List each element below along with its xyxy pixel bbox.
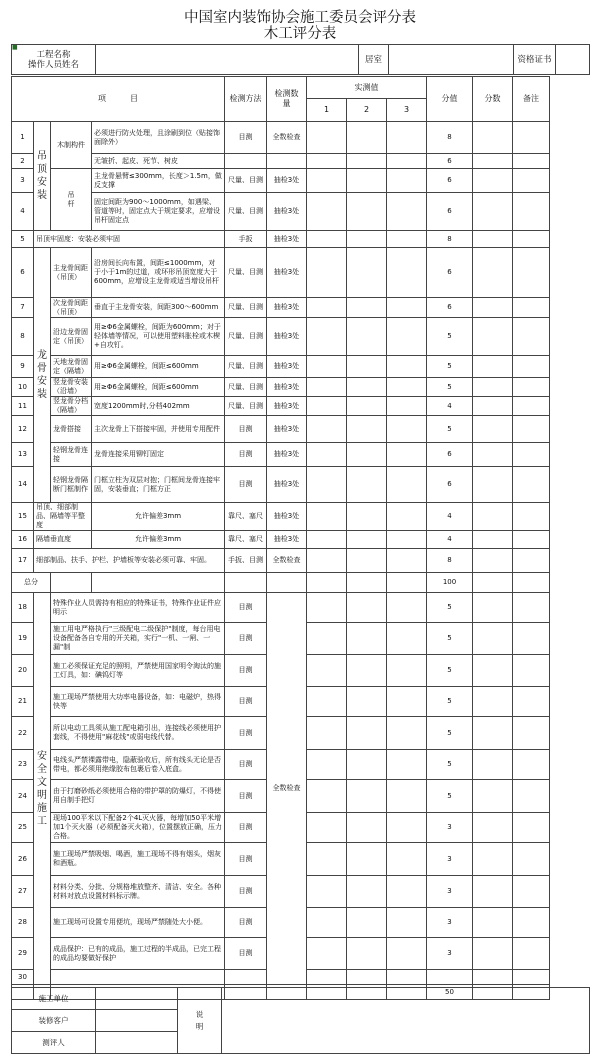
row-method: 尺量、目测 <box>225 378 267 397</box>
row-count: 抽检3处 <box>267 248 307 298</box>
row-count: 抽检3处 <box>267 169 307 193</box>
col-score: 分数 <box>473 77 513 122</box>
cert-label: 资格证书 <box>514 45 556 75</box>
row-no: 4 <box>12 193 34 231</box>
row-requirement: 门框立柱为双层对抱；门框间龙骨连接牢固，安装垂直；门框方正 <box>92 467 225 503</box>
row-full-score: 3 <box>427 908 473 938</box>
row-full-score: 6 <box>427 298 473 318</box>
row-requirement: 允许偏差3mm <box>92 503 225 531</box>
row-full-score: 5 <box>427 378 473 397</box>
row-no: 25 <box>12 813 34 843</box>
row-method: 目测 <box>225 750 267 780</box>
row-full-score: 6 <box>427 443 473 467</box>
row-full-score: 5 <box>427 780 473 813</box>
row-item: 电线头严禁裸露带电，隐蔽验收后，所有线头无论是否带电，都必须用绝缘胶布包裹后卷入底盒。 <box>51 750 225 780</box>
row-item: 现场100平米以下配备2个4L灭火器，每增加50平米增加1个灭火器（必须配备灭火箱），位置摆放正确，压力合格。 <box>51 813 225 843</box>
row-requirement: 无皱折、起皮、死节、树皮 <box>92 154 225 169</box>
row-requirement: 主龙骨悬臂≤300mm，长度＞1.5m，做反支撑 <box>92 169 225 193</box>
row-requirement: 允许偏差3mm <box>92 531 225 549</box>
subtotal-score: 100 <box>427 573 473 593</box>
row-no: 3 <box>12 169 34 193</box>
row-item: 龙骨搭接 <box>51 416 92 443</box>
table-row <box>12 416 550 443</box>
table-row <box>12 356 550 378</box>
table-row <box>12 154 550 169</box>
row-item: 主龙骨间距（吊顶） <box>51 248 92 298</box>
table-row <box>12 122 550 154</box>
table-row <box>12 378 550 397</box>
row-full-score: 5 <box>427 416 473 443</box>
row-full-score: 8 <box>427 549 473 573</box>
subtotal-label: 总分 <box>12 573 51 593</box>
safety-total-score: 50 <box>427 985 473 1000</box>
page-title: 中国室内装饰协会施工委员会评分表 <box>184 10 416 26</box>
row-full-score: 4 <box>427 503 473 531</box>
row-method: 靠尺、塞尺 <box>225 531 267 549</box>
row-full-score: 5 <box>427 655 473 687</box>
row-full-score: 8 <box>427 122 473 154</box>
row-count: 抽检3处 <box>267 318 307 356</box>
row-no: 20 <box>12 655 34 687</box>
row-method: 手扳 <box>225 231 267 248</box>
row-full-score: 6 <box>427 169 473 193</box>
row-full-score: 6 <box>427 193 473 231</box>
row-method: 尺量、目测 <box>225 193 267 231</box>
room-label: 居室 <box>359 45 389 75</box>
row-full-score: 4 <box>427 531 473 549</box>
row-requirement: 沿房间长向布置，间距≤1000mm，对于小于1m的过道，或环形吊顶宽度大于600mm，应增设主龙骨或适当增设吊杆 <box>92 248 225 298</box>
row-count: 抽检3处 <box>267 356 307 378</box>
row-requirement: 必须进行防火处理，且涂刷到位（贴接饰面除外） <box>92 122 225 154</box>
assessor-label: 测评人 <box>12 1032 96 1054</box>
row-no: 15 <box>12 503 34 531</box>
col-full-score: 分值 <box>427 77 473 122</box>
score-table <box>11 76 550 1000</box>
row-item: 施工必须保证充足的照明，严禁使用国家明令淘汰的施工灯具，如：碘钨灯等 <box>51 655 225 687</box>
row-no: 14 <box>12 467 34 503</box>
row-method: 目测 <box>225 122 267 154</box>
row-no: 24 <box>12 780 34 813</box>
row-method: 目测 <box>225 938 267 970</box>
col-method: 检测方法 <box>225 77 267 122</box>
row-no: 28 <box>12 908 34 938</box>
row-no: 23 <box>12 750 34 780</box>
category-safety: 安 全 文 明 施 工 <box>34 593 51 985</box>
row-no: 6 <box>12 248 34 298</box>
row-no: 5 <box>12 231 34 248</box>
table-row <box>12 248 550 298</box>
row-count: 抽检3处 <box>267 193 307 231</box>
row-item: 吊顶牢固度：安装必须牢固 <box>34 231 225 248</box>
row-item: 沿边龙骨固定（吊顶） <box>51 318 92 356</box>
category-keel: 龙 骨 安 装 <box>34 248 51 503</box>
table-row <box>12 549 550 573</box>
table-row <box>12 397 550 416</box>
row-full-score: 6 <box>427 248 473 298</box>
row-item: 轻钢龙骨连接 <box>51 443 92 467</box>
row-item: 细部制品、扶手、护栏、护墙板等安装必须可靠、牢固。 <box>34 549 225 573</box>
row-item: 施工现场严禁使用大功率电器设备，如：电磁炉，热得快等 <box>51 687 225 717</box>
row-full-score: 5 <box>427 750 473 780</box>
row-method: 尺量、目测 <box>225 169 267 193</box>
col-measured: 实测值 <box>307 77 427 99</box>
note-label: 说 明 <box>178 988 222 1054</box>
row-no: 22 <box>12 717 34 750</box>
row-method: 目测 <box>225 908 267 938</box>
table-row <box>12 193 550 231</box>
table-row <box>12 443 550 467</box>
row-count: 抽检3处 <box>267 298 307 318</box>
row-no: 30 <box>12 970 34 985</box>
project-name-label: 工程名称 操作人员姓名 <box>12 45 96 75</box>
row-full-score: 5 <box>427 623 473 655</box>
row-item: 轻钢龙骨隔断门框制作 <box>51 467 92 503</box>
row-item: 由于打磨砂纸必须使用合格的带护罩的防爆灯，不得使用自制手把灯 <box>51 780 225 813</box>
table-row <box>12 169 550 193</box>
row-no: 21 <box>12 687 34 717</box>
row-method: 目测 <box>225 876 267 908</box>
row-full-score: 5 <box>427 356 473 378</box>
row-method: 目测 <box>225 843 267 876</box>
row-count: 抽检3处 <box>267 397 307 416</box>
row-requirement: 用≥Φ6金属螺栓，间距≤600mm <box>92 356 225 378</box>
room-value <box>389 45 514 75</box>
subgroup-rod: 吊 杆 <box>51 169 92 231</box>
subgroup-wood: 木制构件 <box>51 122 92 169</box>
row-requirement: 垂直于主龙骨安装，间距300～600mm <box>92 298 225 318</box>
builder-value <box>96 988 178 1010</box>
row-method: 尺量、目测 <box>225 356 267 378</box>
row-count: 抽检3处 <box>267 378 307 397</box>
cert-value <box>556 45 590 75</box>
row-method: 尺量、目测 <box>225 397 267 416</box>
safety-count: 全数检查 <box>267 593 307 985</box>
row-no: 11 <box>12 397 34 416</box>
row-method: 目测 <box>225 780 267 813</box>
row-no: 13 <box>12 443 34 467</box>
row-item: 施工现场严禁吸烟、喝酒，施工现场不得有烟头，烟灰和酒瓶。 <box>51 843 225 876</box>
row-item: 特殊作业人员需持有相应的特殊证书，特殊作业证件应明示 <box>51 593 225 623</box>
row-item: 材料分类、分批、分规格堆放整齐、清洁、安全。各种材料对放点设置材料标示牌。 <box>51 876 225 908</box>
row-method: 目测 <box>225 416 267 443</box>
row-full-score: 5 <box>427 318 473 356</box>
row-method: 目测 <box>225 623 267 655</box>
row-no: 10 <box>12 378 34 397</box>
row-full-score: 5 <box>427 717 473 750</box>
row-full-score: 6 <box>427 154 473 169</box>
row-method: 手扳、目测 <box>225 549 267 573</box>
row-full-score: 6 <box>427 467 473 503</box>
builder-label: 施工单位 <box>12 988 96 1010</box>
row-item: 施工用电严格执行"三级配电二级保护"制度，每台用电设备配备各自专用的开关箱，实行"一机、一闸、一漏"制 <box>51 623 225 655</box>
col-item: 项 目 <box>12 77 225 122</box>
subtotal-row <box>12 573 550 593</box>
row-method: 目测 <box>225 655 267 687</box>
row-count: 全数检查 <box>267 549 307 573</box>
row-requirement: 龙骨连接采用铆钉固定 <box>92 443 225 467</box>
col-count: 检测数 量 <box>267 77 307 122</box>
row-item: 竖龙骨分档（隔墙） <box>51 397 92 416</box>
row-full-score: 3 <box>427 843 473 876</box>
row-item: 施工现场可设置专用便坑，现场严禁随处大小便。 <box>51 908 225 938</box>
row-item: 成品保护：已有的成品，施工过程的半成品，已完工程的成品均要做好保护 <box>51 938 225 970</box>
row-requirement: 宽度1200mm时,分档402mm <box>92 397 225 416</box>
table-row <box>12 467 550 503</box>
row-item: 隔墙垂直度 <box>34 531 92 549</box>
row-item: 所以电动工具须从施工配电箱引出，连接线必须使用护套线，不得使用"麻花线"或弱电线代替。 <box>51 717 225 750</box>
row-count: 抽检3处 <box>267 531 307 549</box>
row-no: 16 <box>12 531 34 549</box>
row-no: 18 <box>12 593 34 623</box>
row-requirement: 用≥Φ6金属螺栓，间距≤600mm <box>92 378 225 397</box>
row-full-score: 3 <box>427 876 473 908</box>
row-count: 抽检3处 <box>267 231 307 248</box>
client-value <box>96 1010 178 1032</box>
row-count: 全数检查 <box>267 122 307 154</box>
row-no: 1 <box>12 122 34 154</box>
corner-marker: ■ <box>12 44 18 51</box>
row-method: 目测 <box>225 717 267 750</box>
row-no: 19 <box>12 623 34 655</box>
row-method: 靠尺、塞尺 <box>225 503 267 531</box>
row-no: 17 <box>12 549 34 573</box>
table-row <box>12 531 550 549</box>
table-row <box>12 231 550 248</box>
row-no: 8 <box>12 318 34 356</box>
row-method: 尺量、目测 <box>225 318 267 356</box>
row-item: 天地龙骨固定（隔墙） <box>51 356 92 378</box>
row-requirement: 主次龙骨上下搭接牢固，并使用专用配件 <box>92 416 225 443</box>
row-no: 12 <box>12 416 34 443</box>
row-requirement: 固定间距为900～1000mm，如遇梁、管道等时，固定点大于规定要求，应增设吊杆固定点 <box>92 193 225 231</box>
row-no: 26 <box>12 843 34 876</box>
page-subtitle: 木工评分表 <box>263 26 337 42</box>
row-full-score: 5 <box>427 593 473 623</box>
signature-table <box>11 987 590 1054</box>
row-full-score: 8 <box>427 231 473 248</box>
row-requirement: 用≥Φ6金属螺栓，间距为600mm；对于轻体墙等情况，可以使用塑料胀栓或木楔+自攻钉。 <box>92 318 225 356</box>
client-label: 装修客户 <box>12 1010 96 1032</box>
row-no: 29 <box>12 938 34 970</box>
row-method: 目测 <box>225 467 267 503</box>
col-m1: 1 <box>307 99 347 122</box>
project-name-value <box>96 45 359 75</box>
row-full-score: 5 <box>427 687 473 717</box>
row-no: 2 <box>12 154 34 169</box>
row-item: 次龙骨间距（吊顶） <box>51 298 92 318</box>
row-count: 抽检3处 <box>267 467 307 503</box>
category-ceiling: 吊 顶 安 装 <box>34 122 51 231</box>
row-full-score: 3 <box>427 813 473 843</box>
row-full-score: 4 <box>427 397 473 416</box>
row-method: 目测 <box>225 813 267 843</box>
row-item: 吊顶、细部制品、隔墙等平整度 <box>34 503 92 531</box>
table-row <box>12 593 550 623</box>
row-method: 目测 <box>225 593 267 623</box>
row-method: 目测 <box>225 443 267 467</box>
row-count: 抽检3处 <box>267 416 307 443</box>
assessor-value <box>96 1032 178 1054</box>
table-row <box>12 318 550 356</box>
row-count: 抽检3处 <box>267 503 307 531</box>
col-m2: 2 <box>347 99 387 122</box>
row-no: 9 <box>12 356 34 378</box>
note-value <box>222 988 590 1054</box>
row-method: 目测 <box>225 687 267 717</box>
row-method: 尺量、目测 <box>225 298 267 318</box>
row-item: 竖龙骨安装（沿墙） <box>51 378 92 397</box>
col-m3: 3 <box>387 99 427 122</box>
table-row <box>12 298 550 318</box>
row-no: 7 <box>12 298 34 318</box>
row-method: 尺量、目测 <box>225 248 267 298</box>
table-row <box>12 503 550 531</box>
col-remark: 备注 <box>513 77 550 122</box>
row-no: 27 <box>12 876 34 908</box>
header-table <box>11 44 590 75</box>
row-count: 抽检3处 <box>267 443 307 467</box>
row-full-score: 3 <box>427 938 473 970</box>
